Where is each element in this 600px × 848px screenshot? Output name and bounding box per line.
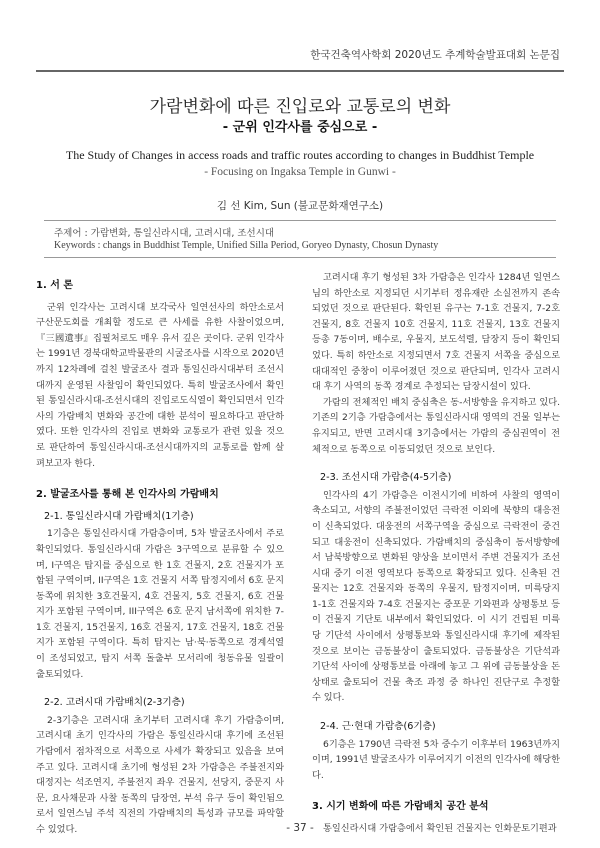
section-3-paragraph: 통일신라시대 가람층에서 확인된 건물지는 인화문토기편과: [323, 823, 557, 834]
section-2-4-paragraph: 6기층은 1790년 극락전 5차 중수기 이후부터 1963년까지이며, 1991년 발굴조사가 이루어지기 이전의 인각사에 해당한다.: [312, 738, 560, 781]
paper-title: 가람변화에 따른 진입로와 교통로의 변화: [149, 97, 451, 117]
spacer: [312, 783, 560, 791]
section-2-heading: 2. 발굴조사를 통해 본 인각사의 가람배치: [36, 489, 219, 501]
section-1-paragraph: 군위 인각사는 고려시대 보각국사 일연선사의 하안소로서 구산문도회를 개최할 정도로 큰 사세를 유한 사찰이었으며, 『三國遺事』집필처로도 매우 유서 깊은 곳이다. 군위 인각사는 1991년 경북대학교박물관의 시굴조사를 시작으로 2020년까지 12차례에 걸친 발굴조사 결과 통일신라시대부터 조선시대까지 운영된 사찰임이 확인되었다. 특히 발굴조사에서 확인된 통일신라시대-조선시대의 진입로도식열이 확인되면서 인각사의 가람배치 변화와 공간에 대한 분석이 필요하다고 판단하였다. 또한 인각사의 진입로 변화와 교통로가 관련 있을 것으로 판단하여 통일신라시대-조선시대까지의 교통로를 함께 살펴보고자 한다.: [36, 301, 284, 469]
section-2-2-paragraph: 2-3기층은 고려시대 초기부터 고려시대 후기 가람층이며, 고려시대 초기 인각사의 가람은 통일신라시대 후기에 조선된 가람에서 점차적으로 서쪽으로 사세가 확장되고 있음을 보여주고 있다. 고려시대 초기에 형성된 2차 가람층은 주불전지와 대정지는 석조연지, 주불전지 좌우 건물지, 선당지, 중문지 사문, 요사채문과 사찰 동쪽의 담장연, 부석 유구 등이 확인됨으로서 일연스님 주석 직전의 가람배치의 특성과 규모를 파악할 수 있었다.: [36, 714, 284, 835]
english-title: The Study of Changes in access roads and traffic routes according to changes in Buddhist Temple: [65, 148, 535, 162]
left-column: [36, 270, 284, 838]
keywords-korean: 주제어 : 가람변화, 통일신라시대, 고려시대, 조선시대: [54, 228, 275, 239]
spacer: [312, 457, 560, 465]
spacer: [312, 706, 560, 714]
header-text: 한국건축역사학회 2020년도 추계학술발표대회 논문집: [310, 49, 560, 61]
section-2-3-heading: 2-3. 조선시대 가람층(4-5기층): [320, 472, 452, 484]
page-number: - 37 -: [286, 822, 314, 834]
section-2-1-paragraph: 1기층은 통일신라시대 가람층이며, 5차 발굴조사에서 주로 확인되었다. 통일신라시대 가람은 3구역으로 분류할 수 있으며, I구역은 탑지를 중심으로 한 1호 건물지, 2호 건물지가 포함된 구역이며, II구역은 1호 건물지 서쪽 탑정지에서 6호 문지 동쪽에 위치한 3호건물지, 4호 건물지, 5호 건물지, 6호 건물지가 포함된 구역이며, III구역은 6호 문지 남서쪽에 위치한 7-1호 건물지, 15건물지, 16호 건물지, 17호 건물지, 18호 건물지가 포함된 구역이다. 특히 탑지는 남·북·동쪽으로 경계석열이 조성되었고, 탑지 서쪽 돌출부 모서리에 청동유물 일괄이 출토되었다.: [36, 528, 284, 680]
section-3-heading: 3. 시기 변화에 따른 가람배치 공간 분석: [312, 801, 489, 813]
english-subtitle: - Focusing on Ingaksa Temple in Gunwi -: [204, 166, 396, 178]
paper-subtitle: - 군위 인각사를 중심으로 -: [222, 120, 378, 135]
section-2-3-paragraph: 인각사의 4기 가람층은 이전시기에 비하여 사찰의 영역이 축소되고, 서향의 주불전이었던 극락전 이외에 북향의 대응전이 신축되었다. 대웅전의 서쪽구역을 중심으로 극락전이 중건되고 대웅전이 신축되었다. 가람배치의 중심축이 동서방향에서 남북방향으로 변화된 양상을 보이면서 주변 건물지가 조선시대 중기 이전 영역보다 동쪽으로 확장되고 있다. 신축된 건물지는 12호 건물지와 동쪽의 우물지, 탑정지이며, 미륵당지 1-1호 건물지와 7-4호 건물지는 중포문 기와편과 상평통보 등이 건물지 기단토 내부에서 확인되었다. 이 시기 건립된 미륵당 기단석 사이에서 상평통보와 통일신라시대 후기에 제작된 것으로 보이는 금동불상이 출토되었다. 금동불상은 기단석과 기단석 사이에 상평통보를 아래에 놓고 그 위에 금동불상을 돈 상태로 출토되어 건물 축조 과정 중 하나인 진단구로 추정할 수 있다.: [312, 489, 560, 704]
section-2-2-heading: 2-2. 고려시대 가람배치(2-3기층): [44, 697, 185, 709]
keywords-box: [44, 220, 556, 258]
right-column: [312, 270, 560, 837]
spacer: [36, 682, 284, 690]
section-2-2-continued-2: 가람의 전체적인 배치 중심축은 동-서방향을 유지하고 있다. 기존의 2기층 가람층에서는 통일신라시대 영역의 건물 일부는 유지되고, 반면 고려시대 3기층에서는 가람의 중심권역이 전체적으로 동쪽으로 이동되었던 것으로 보인다.: [312, 396, 560, 455]
author-line: 김 선 Kim, Sun (불교문화재연구소): [216, 200, 384, 212]
section-2-4-heading: 2-4. 근·현대 가람층(6기층): [320, 721, 436, 733]
section-2-1-heading: 2-1. 통일신라시대 가람배치(1기층): [44, 510, 194, 522]
keywords-english: Keywords : changs in Buddhist Temple, Unified Silla Period, Goryeo Dynasty, Chosun Dynasty: [54, 240, 439, 251]
spacer: [36, 471, 284, 479]
section-2-2-continued-1: 고려시대 후기 형성된 3차 가람층은 인각사 1284년 일연스님의 하안소로 지정되던 시기부터 정유재란 소실전까지 존속되었던 것으로 판단된다. 확인된 유구는 7-1호 건물지, 7-2호 건물지, 8호 건물지 10호 건물지, 11호 건물지, 13호 건물지 등총 7동이며, 배수로, 우물지, 보도석렬, 담장지 등이 확인되었다. 특히 하안소로 지정되면서 7호 건물지 서쪽을 중심으로 대대적인 중창이 이루어졌던 것으로 판단되며, 인각사 고려시대 후기 사역의 동쪽 경계로 추정되는 담장시설이 있다.: [312, 272, 560, 393]
header-rule: [36, 70, 564, 72]
section-1-heading: 1. 서 론: [36, 280, 74, 291]
